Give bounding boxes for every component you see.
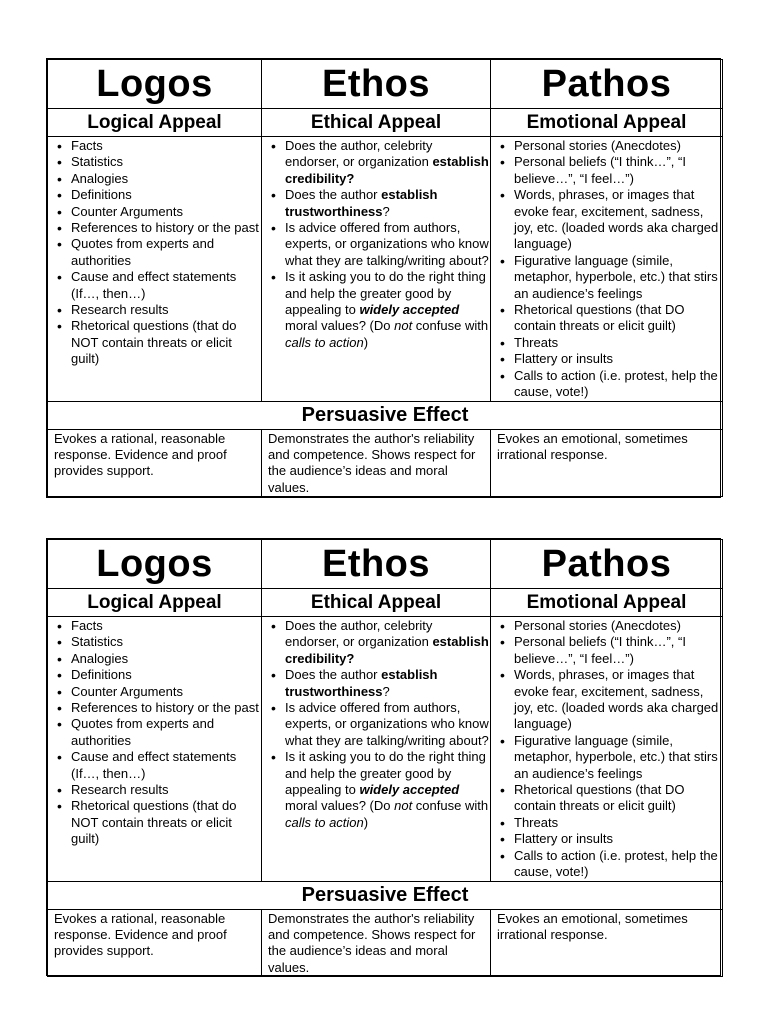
list-item: • Research results <box>71 782 261 798</box>
list-item: • Counter Arguments <box>71 684 261 700</box>
list-item: • Facts <box>71 138 261 154</box>
ethos-list-cell <box>262 617 491 882</box>
logical-appeal-heading: Logical Appeal <box>48 109 262 137</box>
logos-header: Logos <box>48 60 262 109</box>
ethical-appeal-heading: Ethical Appeal <box>262 589 491 617</box>
list-item: • Calls to action (i.e. protest, help the cause, vote!) <box>514 848 722 881</box>
list-item: • Is it asking you to do the right thing and help the greater good by appealing to widely accepted moral values? (Do not confuse with calls to action) <box>285 749 490 831</box>
logos-list <box>53 618 261 848</box>
ethos-header: Ethos <box>262 60 491 109</box>
list-item: • Definitions <box>71 187 261 203</box>
pathos-effect: Evokes an emotional, sometimes irrational response. <box>491 429 723 497</box>
list-item: • Cause and effect statements (If…, then…) <box>71 749 261 782</box>
list-item: • Counter Arguments <box>71 204 261 220</box>
list-item: • Cause and effect statements (If…, then…) <box>71 269 261 302</box>
list-item: • Statistics <box>71 154 261 170</box>
list-item: • Words, phrases, or images that evoke fear, excitement, sadness, joy, etc. (loaded words aka charged language) <box>514 187 722 253</box>
logos-effect: Evokes a rational, reasonable response. Evidence and proof provides support. <box>48 429 262 497</box>
list-item: • References to history or the past <box>71 700 261 716</box>
list-item: • Flattery or insults <box>514 351 722 367</box>
list-item: • Quotes from experts and authorities <box>71 236 261 269</box>
pathos-effect: Evokes an emotional, sometimes irrational response. <box>491 909 723 977</box>
pathos-list-cell <box>491 617 723 882</box>
pathos-list <box>496 138 722 401</box>
emotional-appeal-heading: Emotional Appeal <box>491 589 723 617</box>
pathos-list-cell <box>491 137 723 402</box>
list-item: • Quotes from experts and authorities <box>71 716 261 749</box>
list-item: • Personal beliefs (“I think…”, “I believe…”, “I feel…”) <box>514 634 722 667</box>
list-item: • Personal stories (Anecdotes) <box>514 138 722 154</box>
list-item: • Rhetorical questions (that DO contain threats or elicit guilt) <box>514 782 722 815</box>
list-item: • Analogies <box>71 171 261 187</box>
rhetoric-card-top <box>46 58 721 498</box>
list-item: • Statistics <box>71 634 261 650</box>
list-item: • Rhetorical questions (that DO contain threats or elicit guilt) <box>514 302 722 335</box>
logos-list <box>53 138 261 368</box>
persuasive-effect-heading: Persuasive Effect <box>48 401 723 429</box>
list-item: • Research results <box>71 302 261 318</box>
list-item: • Does the author establish trustworthiness? <box>285 667 490 700</box>
logos-header: Logos <box>48 540 262 589</box>
list-item: • Does the author, celebrity endorser, or organization establish credibility? <box>285 618 490 667</box>
ethos-effect: Demonstrates the author's reliability and competence. Shows respect for the audience’s ideas and moral values. <box>262 909 491 977</box>
rhetoric-card-bottom <box>46 538 721 976</box>
list-item: • Facts <box>71 618 261 634</box>
ethos-header: Ethos <box>262 540 491 589</box>
list-item: • Words, phrases, or images that evoke fear, excitement, sadness, joy, etc. (loaded words aka charged language) <box>514 667 722 733</box>
ethical-appeal-heading: Ethical Appeal <box>262 109 491 137</box>
logical-appeal-heading: Logical Appeal <box>48 589 262 617</box>
list-item: • Analogies <box>71 651 261 667</box>
appeals-table <box>47 59 723 497</box>
ethos-effect: Demonstrates the author's reliability and competence. Shows respect for the audience’s ideas and moral values. <box>262 429 491 497</box>
list-item: • Figurative language (simile, metaphor, hyperbole, etc.) that stirs an audience’s feelings <box>514 733 722 782</box>
pathos-header: Pathos <box>491 540 723 589</box>
logos-effect: Evokes a rational, reasonable response. Evidence and proof provides support. <box>48 909 262 977</box>
appeals-table <box>47 539 723 977</box>
logos-list-cell <box>48 137 262 402</box>
persuasive-effect-heading: Persuasive Effect <box>48 881 723 909</box>
list-item: • Rhetorical questions (that do NOT contain threats or elicit guilt) <box>71 318 261 367</box>
ethos-list <box>267 618 490 831</box>
list-item: • References to history or the past <box>71 220 261 236</box>
list-item: • Does the author, celebrity endorser, or organization establish credibility? <box>285 138 490 187</box>
list-item: • Personal stories (Anecdotes) <box>514 618 722 634</box>
list-item: • Threats <box>514 815 722 831</box>
list-item: • Is it asking you to do the right thing and help the greater good by appealing to widely accepted moral values? (Do not confuse with calls to action) <box>285 269 490 351</box>
list-item: • Rhetorical questions (that do NOT contain threats or elicit guilt) <box>71 798 261 847</box>
list-item: • Figurative language (simile, metaphor, hyperbole, etc.) that stirs an audience’s feelings <box>514 253 722 302</box>
list-item: • Threats <box>514 335 722 351</box>
list-item: • Is advice offered from authors, experts, or organizations who know what they are talking/writing about? <box>285 220 490 269</box>
list-item: • Calls to action (i.e. protest, help the cause, vote!) <box>514 368 722 401</box>
list-item: • Does the author establish trustworthiness? <box>285 187 490 220</box>
ethos-list-cell <box>262 137 491 402</box>
logos-list-cell <box>48 617 262 882</box>
pathos-header: Pathos <box>491 60 723 109</box>
pathos-list <box>496 618 722 881</box>
list-item: • Definitions <box>71 667 261 683</box>
ethos-list <box>267 138 490 351</box>
list-item: • Is advice offered from authors, experts, or organizations who know what they are talking/writing about? <box>285 700 490 749</box>
list-item: • Personal beliefs (“I think…”, “I believe…”, “I feel…”) <box>514 154 722 187</box>
list-item: • Flattery or insults <box>514 831 722 847</box>
emotional-appeal-heading: Emotional Appeal <box>491 109 723 137</box>
